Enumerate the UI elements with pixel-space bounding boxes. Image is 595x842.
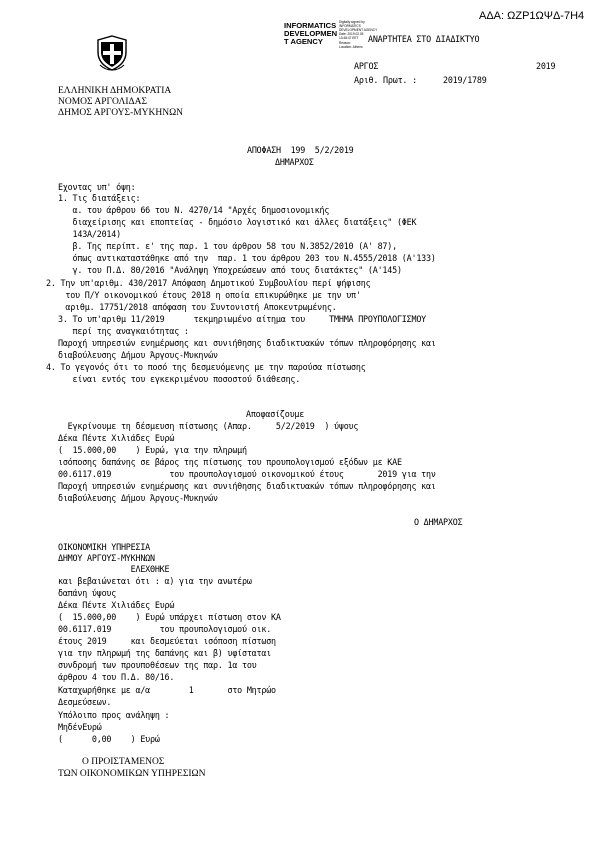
signature-text: INFORMATICS (339, 24, 361, 28)
resolution-line: ισόποσης δαπάνης σε βάρος της πίστωσης του προυπολογισμού εξόδων με ΚΑΕ (58, 457, 402, 467)
resolution-line: διαβούλευσης Δήμου Άργους-Μυκηνών (58, 493, 218, 503)
signature-text: Digitally signed by (339, 20, 365, 24)
city: ΑΡΓΟΣ (354, 61, 379, 71)
resolution-line: Εγκρίνουμε τη δέσμευση πίστωσης (Απαρ. 5/2/2019 ) ύψους (58, 421, 359, 431)
considering-line: 1. Τις διατάξεις: (58, 193, 141, 203)
finance-line: έτους 2019 και δεσμεύεται ισόποση πίστωση (58, 636, 276, 646)
authority-line-3: ΔΗΜΟΣ ΑΡΓΟΥΣ-ΜΥΚΗΝΩΝ (58, 108, 184, 118)
considering-line: α. του άρθρου 66 του Ν. 4270/14 "Αρχές δημοσιονομικής (58, 205, 330, 215)
finance-line: δαπάνη ύψους (58, 588, 117, 598)
considering-line: 2. Την υπ'αριθμ. 430/2017 Απόφαση Δημοτικού Συμβουλίου περί ψήφισης (46, 278, 371, 288)
considering-line: είναι εντός του εγκεκριμένου ποσοστού διάθεσης. (58, 374, 301, 384)
finance-line: Υπόλοιπο προς ανάληψη : (58, 710, 170, 720)
iga-line-3: T AGENCY (284, 37, 323, 46)
mayor-signer: Ο ΔΗΜΑΡΧΟΣ (414, 517, 463, 527)
considering-line: Παροχή υπηρεσιών ενημέρωσης και συνιήθησης διαδικτυακών τόπων πληροφόρησης και (58, 338, 436, 348)
resolution-line: ( 15.000,00 ) Ευρώ, για την πληρωμή (58, 445, 247, 455)
resolution-line: Δέκα Πέντε Χιλιάδες Ευρώ (58, 433, 175, 443)
signature-text: 13:48:47 EET (339, 36, 359, 40)
ada-number: ΑΔΑ: ΩΖΡ1ΩΨΔ-7Η4 (479, 10, 585, 22)
finance-head-subtitle: ΤΩΝ ΟΙΚΟΝΟΜΙΚΩΝ ΥΠΗΡΕΣΙΩΝ (58, 769, 206, 779)
considering-line: διαχείρισης και εποπτείας - δημόσιο λογιστικό και άλλες διατάξεις" (ΦΕΚ (58, 217, 417, 227)
considering-line: γ. του Π.Δ. 80/2016 "Ανάληψη Υποχρεώσεων από τους διατάκτες" (Α'145) (58, 265, 402, 275)
finance-line: ΕΛΕΧΘΗΚΕ (58, 564, 170, 574)
resolution-line: 00.6117.019 του προυπολογισμού οικονομικού έτους 2019 για την (58, 469, 436, 479)
iga-line-2: DEVELOPMEN (284, 29, 338, 38)
signature-text: Date: 2019.02.05 (339, 32, 364, 36)
finance-line: για την πληρωμή της δαπάνης και β) υφίσταται (58, 648, 272, 658)
finance-line: Δέκα Πέντε Χιλιάδες Ευρώ (58, 600, 175, 610)
considering-line: 4. Το γεγονός ότι το ποσό της δεσμευόμενης με την παρούσα πίστωσης (46, 362, 366, 372)
finance-line: ( 0,00 ) Ευρώ (58, 734, 160, 744)
finance-line: ΜηδένΕυρώ (58, 722, 102, 732)
resolution-line: Παροχή υπηρεσιών ενημέρωσης και συνιήθησης διαδικτυακών τόπων πληροφόρησης και (58, 481, 436, 491)
considering-line: 3. Το υπ'αριθμ 11/2019 τεκμηριωμένο αίτημα του ΤΜΗΜΑ ΠΡΟΥΠΟΛΟΓΙΣΜΟΥ (58, 314, 427, 324)
resolution-heading: Αποφασίζουμε (246, 409, 305, 419)
considering-line: αριθμ. 17751/2018 απόφαση του Συντονιστή Αποκεντρωμένης. (46, 302, 337, 312)
considering-line: όπως αντικαταστάθηκε από την παρ. 1 του άρθρου 203 του Ν.4555/2018 (Α'133) (58, 253, 436, 263)
considering-line: του Π/Υ οικονομικού έτους 2018 η οποία επικυρώθηκε με την υπ' (46, 290, 361, 300)
finance-line: και βεβαιώνεται ότι : α) για την ανωτέρω (58, 576, 252, 586)
decision-subtitle: ΔΗΜΑΡΧΟΣ (275, 157, 314, 167)
finance-line: 00.6117.019 του προυπολογισμού οικ. (58, 624, 272, 634)
authority-line-2: ΝΟΜΟΣ ΑΡΓΟΛΙΔΑΣ (58, 97, 148, 107)
considering-line: περί της αναγκαιότητας : (58, 326, 189, 336)
considering-line: Εχοντας υπ' όψη: (58, 182, 136, 192)
signature-text: Location: Athens (339, 45, 363, 49)
finance-line: Δεσμεύσεων. (58, 697, 112, 707)
year: 2019 (536, 61, 556, 71)
iga-line-1: INFORMATICS (284, 21, 337, 30)
considering-line: διαβούλευσης Δήμου Άργους-Μυκηνών (58, 350, 218, 360)
greek-coat-of-arms-icon (96, 35, 128, 71)
finance-line: ΔΗΜΟΥ ΑΡΓΟΥΣ-ΜΥΚΗΝΩΝ (58, 553, 155, 563)
protocol-number: 2019/1789 (443, 75, 487, 85)
authority-line-1: ΕΛΛΗΝΙΚΗ ΔΗΜΟΚΡΑΤΙΑ (58, 86, 172, 96)
posted-online-notice: ΑΝΑΡΤΗΤΕΑ ΣΤΟ ΔΙΑΔΙΚΤΥΟ (368, 34, 480, 44)
decision-title: ΑΠΟΦΑΣΗ 199 5/2/2019 (247, 145, 354, 155)
considering-line: 143Α/2014) (58, 229, 121, 239)
considering-line: β. Της περίπτ. ε' της παρ. 1 του άρθρου 58 του Ν.3852/2010 (Α' 87), (58, 241, 397, 251)
signature-text: Reason: (339, 41, 351, 45)
finance-line: άρθρου 4 του Π.Δ. 80/16. (58, 672, 175, 682)
finance-line: ( 15.000,00 ) Ευρώ υπάρχει πίστωση στον ΚΑ (58, 612, 281, 622)
protocol-label: Αριθ. Πρωτ. : (354, 75, 417, 85)
finance-line: συνδρομή των προυποθέσεων της παρ. 1α του (58, 660, 257, 670)
finance-line: Καταχωρήθηκε με α/α 1 στο Μητρώο (58, 685, 276, 695)
signature-text: DEVELOPMENT AGENCY (339, 28, 378, 32)
finance-line: ΟΙΚΟΝΟΜΙΚΗ ΥΠΗΡΕΣΙΑ (58, 542, 151, 552)
finance-head-title: Ο ΠΡΟΙΣΤΑΜΕΝΟΣ (82, 757, 165, 767)
